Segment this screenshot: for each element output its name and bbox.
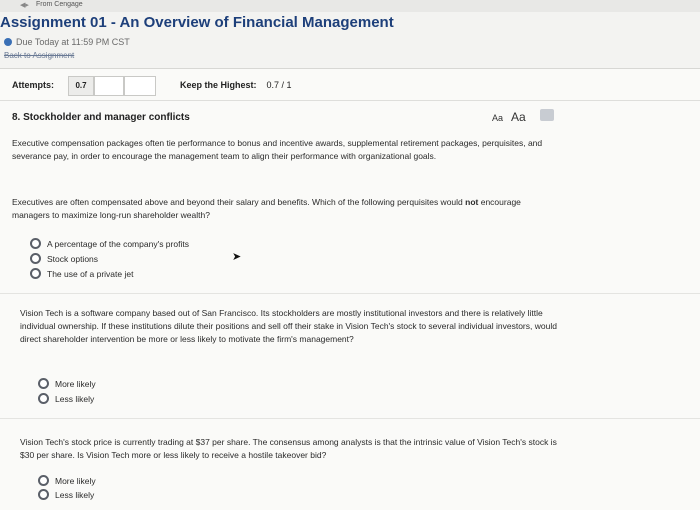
keep-highest-label: Keep the Highest: — [180, 80, 257, 90]
radio-icon[interactable] — [30, 268, 41, 279]
keep-highest — [180, 80, 292, 90]
q2-option-less-likely[interactable] — [38, 393, 94, 404]
back-arrow-icon[interactable]: ◀▸ — [20, 2, 29, 9]
attempt-score-2 — [94, 76, 124, 96]
q3-option-more-likely[interactable] — [38, 475, 96, 486]
font-decrease-button[interactable]: Aa — [492, 113, 504, 123]
option-label: A percentage of the company's profits — [47, 239, 189, 249]
attempt-score-3 — [124, 76, 156, 96]
radio-icon[interactable] — [38, 393, 49, 404]
font-size-controls — [492, 110, 526, 124]
q2-option-more-likely[interactable] — [38, 378, 96, 389]
back-to-assignment-link[interactable]: Back to Assignment — [4, 51, 75, 60]
option-label: Less likely — [55, 490, 95, 500]
section-divider — [0, 418, 700, 419]
option-label: More likely — [55, 476, 96, 486]
print-icon[interactable] — [540, 109, 554, 121]
font-increase-button[interactable]: Aa — [511, 110, 526, 124]
question-1-post: encourage managers to maximize long-run shareholder wealth? — [12, 197, 521, 220]
from-label: From Cengage — [36, 1, 83, 8]
option-label: The use of a private jet — [47, 269, 134, 279]
attempt-score-1: 0.7 — [68, 76, 94, 96]
page-title: Assignment 01 - An Overview of Financial Management — [0, 14, 394, 31]
option-label: Less likely — [55, 394, 95, 404]
q1-option-profits[interactable] — [30, 238, 189, 249]
question-3-text: Vision Tech's stock price is currently trading at $37 per share. The consensus among analysts is that the intrinsic value of Vision Tech's stock is $30 per share. Is Vision Tech more or less likely to receive a hostile takeover bid? — [20, 437, 557, 460]
q1-option-private-jet[interactable] — [30, 268, 133, 279]
q1-option-stock-options[interactable] — [30, 253, 98, 264]
intro-paragraph: Executive compensation packages often tie performance to bonus and incentive awards, supplemental retirement packages, perquisites, and severance pay, in order to encourage the management team to align their performance with organizational goals. — [12, 138, 543, 161]
question-1-pre: Executives are often compensated above and beyond their salary and benefits. Which of the following perquisites would — [12, 197, 466, 207]
due-date — [4, 37, 130, 47]
radio-icon[interactable] — [38, 475, 49, 486]
section-divider — [0, 293, 700, 294]
question-1-text — [12, 196, 552, 222]
question-1-emphasis: not — [465, 197, 479, 207]
due-text: Due Today at 11:59 PM CST — [16, 37, 130, 47]
radio-icon[interactable] — [30, 253, 41, 264]
divider — [0, 100, 700, 101]
question-2-text: Vision Tech is a software company based out of San Francisco. Its stockholders are mostly institutional investors and there is relatively little individual ownership. If these institutions dilute their positions and sell off their stake in Vision Tech's stock to several individual investors, would direct shareholder intervention be more or less likely to motivate the firm's management? — [20, 308, 557, 344]
option-label: More likely — [55, 379, 96, 389]
radio-icon[interactable] — [30, 238, 41, 249]
option-label: Stock options — [47, 254, 99, 264]
due-indicator-icon — [4, 38, 12, 46]
keep-highest-value: 0.7 / 1 — [266, 80, 292, 90]
radio-icon[interactable] — [38, 489, 49, 500]
question-title: 8. Stockholder and manager conflicts — [12, 112, 190, 123]
mouse-cursor-icon: ➤ — [232, 251, 242, 263]
attempts-label: Attempts: — [12, 80, 54, 90]
top-bar — [0, 0, 700, 12]
q3-option-less-likely[interactable] — [38, 489, 94, 500]
radio-icon[interactable] — [38, 378, 49, 389]
